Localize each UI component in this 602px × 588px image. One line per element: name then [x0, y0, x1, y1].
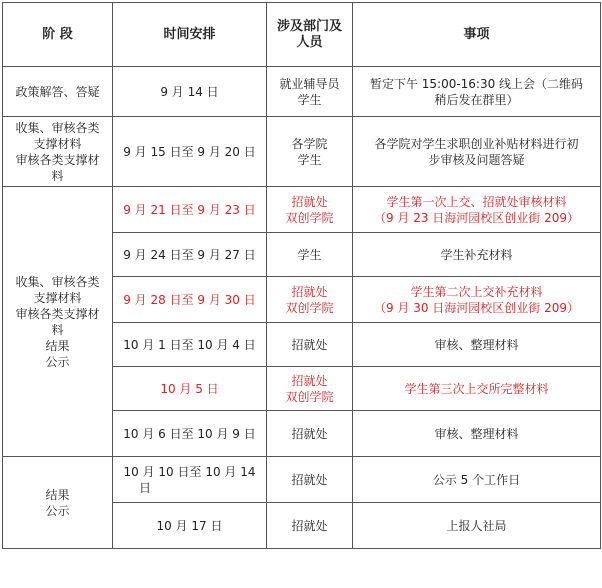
item-cell: 上报人社局 [353, 503, 601, 549]
table-row [3, 67, 601, 117]
header-row [3, 3, 601, 67]
time-cell: 9 月 14 日 [113, 67, 267, 117]
header-dept: 涉及部门及人员 [267, 3, 353, 67]
item-cell: 审核、整理材料 [353, 411, 601, 457]
item-cell: 审核、整理材料 [353, 323, 601, 367]
dept-cell: 招就处 双创学院 [267, 187, 353, 233]
table-row [3, 117, 601, 187]
dept-cell: 招就处 [267, 503, 353, 549]
item-cell: 学生第三次上交所完整材料 [353, 367, 601, 411]
time-cell: 10 月 6 日至 10 月 9 日 [113, 411, 267, 457]
header-item: 事项 [353, 3, 601, 67]
item-cell: 公示 5 个工作日 [353, 457, 601, 503]
dept-cell: 招就处 [267, 411, 353, 457]
time-cell: 9 月 24 日至 9 月 27 日 [113, 233, 267, 277]
stage-cell: 结果 公示 [3, 457, 113, 549]
time-cell: 9 月 15 日至 9 月 20 日 [113, 117, 267, 187]
item-cell: 暂定下午 15:00-16:30 线上会（二维码 稍后发在群里） [353, 67, 601, 117]
time-cell: 10 月 17 日 [113, 503, 267, 549]
table-row [3, 187, 601, 233]
item-cell: 各学院对学生求职创业补贴材料进行初 步审核及问题答疑 [353, 117, 601, 187]
header-stage: 阶 段 [3, 3, 113, 67]
stage-cell: 收集、审核各类 支撑材料 审核各类支撑材 料 结果 公示 [3, 187, 113, 457]
time-cell: 9 月 21 日至 9 月 23 日 [113, 187, 267, 233]
time-cell: 10 月 10 日至 10 月 14 日 [113, 457, 267, 503]
dept-cell: 各学院 学生 [267, 117, 353, 187]
time-cell: 10 月 1 日至 10 月 4 日 [113, 323, 267, 367]
item-cell: 学生第一次上交、招就处审核材料 （9 月 23 日海河园校区创业街 209） [353, 187, 601, 233]
dept-cell: 招就处 双创学院 [267, 367, 353, 411]
dept-cell: 就业辅导员 学生 [267, 67, 353, 117]
dept-cell: 招就处 [267, 457, 353, 503]
schedule-table [2, 2, 601, 549]
time-cell: 10 月 5 日 [113, 367, 267, 411]
dept-cell: 学生 [267, 233, 353, 277]
time-cell: 9 月 28 日至 9 月 30 日 [113, 277, 267, 323]
item-cell: 学生第二次上交补充材料 （9 月 30 日海河园校区创业街 209） [353, 277, 601, 323]
header-time: 时间安排 [113, 3, 267, 67]
stage-cell: 收集、审核各类 支撑材料 审核各类支撑材 料 [3, 117, 113, 187]
dept-cell: 招就处 [267, 323, 353, 367]
table-row [3, 457, 601, 503]
item-cell: 学生补充材料 [353, 233, 601, 277]
dept-cell: 招就处 双创学院 [267, 277, 353, 323]
stage-cell: 政策解答、答疑 [3, 67, 113, 117]
